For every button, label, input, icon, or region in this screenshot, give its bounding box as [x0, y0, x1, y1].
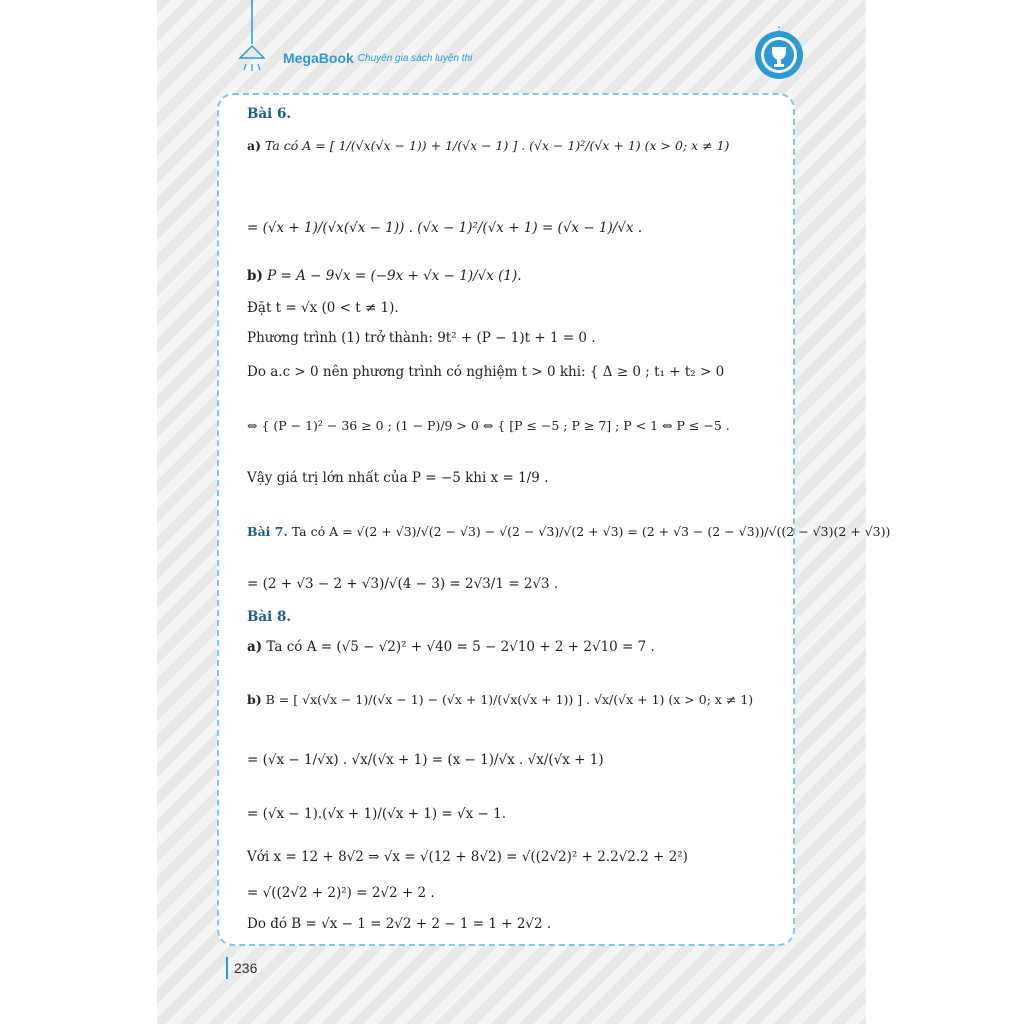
bai-6b-line-5: ⇔ { (P − 1)² − 36 ≥ 0 ; (1 − P)/9 > 0 ⇔ { [P ≤ −5 ; P ≥ 7] ; P < 1 ⇔ P ≤ −5 . — [247, 418, 730, 433]
bai-8b-line-6: Do đó B = √x − 1 = 2√2 + 2 − 1 = 1 + 2√2 . — [247, 916, 552, 932]
bai-6b-line-1: b) P = A − 9√x = (−9x + √x − 1)/√x (1). — [247, 268, 522, 284]
bai-7-line-1: Bài 7. Ta có A = √(2 + √3)/√(2 − √3) − √(2 − √3)/√(2 + √3) = (2 + √3 − (2 − √3))/√((2 − √3)(2 + √3)) — [247, 524, 891, 539]
bai-6b-line-6: Vậy giá trị lớn nhất của P = −5 khi x = 1/9 . — [247, 470, 549, 486]
brand-logo: MegaBook — [283, 50, 354, 66]
bai-7-line-2: = (2 + √3 − 2 + √3)/√(4 − 3) = 2√3/1 = 2√3 . — [247, 576, 559, 592]
brand-header — [283, 49, 472, 67]
lamp-icon — [236, 0, 268, 72]
trophy-icon — [752, 26, 806, 80]
page-number-marker — [226, 957, 228, 979]
bai-8a-line-1: a) Ta có A = (√5 − √2)² + √40 = 5 − 2√10 + 2 + 2√10 = 7 . — [247, 639, 655, 655]
bai-8b-line-3: = (√x − 1).(√x + 1)/(√x + 1) = √x − 1. — [247, 806, 507, 822]
bai-8-heading: Bài 8. — [247, 609, 292, 625]
bai-6-heading: Bài 6. — [247, 106, 292, 122]
bai-6b-line-3: Phương trình (1) trở thành: 9t² + (P − 1)t + 1 = 0 . — [247, 330, 596, 346]
brand-tagline: Chuyên gia sách luyện thi — [357, 52, 473, 64]
bai-6b-line-4: Do a.c > 0 nên phương trình có nghiệm t > 0 khi: { Δ ≥ 0 ; t₁ + t₂ > 0 — [247, 364, 725, 380]
bai-8b-line-2: = (√x − 1/√x) . √x/(√x + 1) = (x − 1)/√x . √x/(√x + 1) — [247, 752, 604, 768]
bai-6a-line-1: a) Ta có A = [ 1/(√x(√x − 1)) + 1/(√x − 1) ] . (√x − 1)²/(√x + 1) (x > 0; x ≠ 1) — [247, 138, 730, 153]
bai-8b-line-4: Với x = 12 + 8√2 ⇒ √x = √(12 + 8√2) = √((2√2)² + 2.2√2.2 + 2²) — [247, 849, 688, 865]
bai-8b-line-1: b) B = [ √x(√x − 1)/(√x − 1) − (√x + 1)/(√x(√x + 1)) ] . √x/(√x + 1) (x > 0; x ≠ 1) — [247, 692, 754, 707]
bai-6b-line-2: Đặt t = √x (0 < t ≠ 1). — [247, 300, 399, 316]
page-number: 236 — [234, 960, 258, 976]
bai-6a-line-2: = (√x + 1)/(√x(√x − 1)) . (√x − 1)²/(√x + 1) = (√x − 1)/√x . — [247, 220, 643, 236]
bai-8b-line-5: = √((2√2 + 2)²) = 2√2 + 2 . — [247, 885, 435, 901]
